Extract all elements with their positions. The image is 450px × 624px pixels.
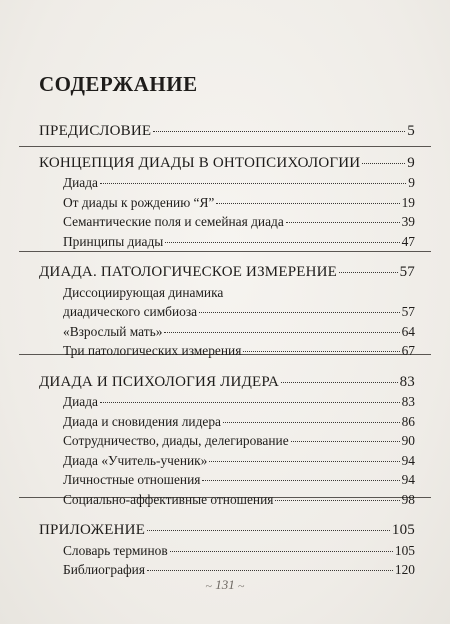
toc-entry-label: ДИАДА. ПАТОЛОГИЧЕСКОЕ ИЗМЕРЕНИЕ — [39, 264, 338, 280]
toc-page-number: 9 — [408, 175, 415, 190]
toc-section-row[interactable] — [39, 373, 415, 393]
toc-entry-label: От диады к рождению “Я” — [63, 194, 215, 210]
toc-entry-row[interactable] — [39, 193, 415, 213]
toc-entry-row[interactable] — [39, 412, 415, 432]
dot-leader — [170, 551, 393, 552]
toc-section-row[interactable] — [39, 122, 415, 142]
toc-entry-row[interactable] — [39, 212, 415, 232]
toc-page-number: 64 — [401, 323, 415, 339]
toc-section-row[interactable] — [39, 521, 415, 541]
toc-entry-row[interactable] — [39, 451, 415, 471]
dot-leader — [243, 351, 399, 352]
toc-page-number: 86 — [401, 413, 415, 429]
section-gap — [39, 251, 415, 263]
toc-page-number: 90 — [401, 433, 415, 448]
toc-entry-label: Личностные отношения — [63, 472, 201, 487]
toc-entry-label: Принципы диады — [63, 233, 164, 249]
toc-page-number: 19 — [401, 194, 415, 210]
toc-entry-label: Диада — [63, 394, 99, 409]
dot-leader — [223, 422, 400, 423]
toc-page-number: 98 — [401, 491, 415, 507]
toc-entry-row[interactable] — [39, 341, 415, 361]
toc-entry-label: Библиография — [63, 562, 146, 577]
section-gap — [39, 361, 415, 373]
toc-entry-label: «Взрослый мать» — [63, 323, 163, 339]
page-title: СОДЕРЖАНИЕ — [39, 72, 198, 96]
dot-leader — [339, 272, 398, 273]
toc-entry-label: Три патологических измерения — [63, 343, 242, 358]
toc-page-number: 105 — [394, 542, 415, 558]
dot-leader — [209, 461, 399, 462]
toc-entry-row[interactable] — [39, 173, 415, 193]
toc-entry-label: ПРИЛОЖЕНИЕ — [39, 522, 146, 538]
flourish-ornament-icon: ~ — [205, 578, 212, 593]
toc-page-number: 57 — [401, 304, 415, 319]
toc-page-number: 47 — [401, 233, 415, 249]
toc-entry-label: ДИАДА И ПСИХОЛОГИЯ ЛИДЕРА — [39, 373, 280, 390]
toc-entry-row[interactable] — [39, 490, 415, 510]
toc-page-number: 39 — [401, 214, 415, 229]
page-number: 131 — [215, 577, 235, 592]
toc-entry-row[interactable] — [39, 232, 415, 252]
toc-entry-row[interactable] — [39, 470, 415, 490]
toc-entry-row[interactable] — [39, 541, 415, 561]
toc-section-row[interactable] — [39, 154, 415, 174]
toc-section-row[interactable] — [39, 263, 415, 283]
toc-entry-label: Словарь терминов — [63, 542, 168, 558]
dot-leader — [202, 480, 399, 481]
dot-leader — [216, 203, 399, 204]
toc-entry-label: Семантические поля и семейная диада — [63, 214, 284, 229]
dot-leader — [165, 242, 399, 243]
toc-entry-row[interactable] — [39, 302, 415, 322]
toc-entry-label: Диада — [63, 175, 99, 190]
toc-entry-row[interactable] — [39, 431, 415, 451]
dot-leader — [291, 441, 400, 442]
toc-entry-label: Диада и сновидения лидера — [63, 413, 221, 429]
dot-leader — [286, 222, 400, 223]
toc-page-number: 94 — [401, 472, 415, 487]
table-of-contents — [39, 122, 415, 580]
page-footer — [0, 577, 450, 594]
dot-leader — [147, 530, 390, 531]
toc-page-number: 83 — [399, 373, 415, 390]
toc-page-number: 57 — [399, 264, 415, 280]
toc-entry-label: Диада «Учитель-ученик» — [63, 452, 208, 468]
dot-leader — [147, 570, 393, 571]
toc-entry-label: Диссоциирующая динамика — [63, 284, 224, 300]
toc-entry-row[interactable] — [39, 392, 415, 412]
toc-page-number: 94 — [401, 452, 415, 468]
toc-page-number: 9 — [407, 154, 415, 171]
dot-leader — [281, 382, 398, 383]
toc-page-number: 5 — [407, 123, 415, 139]
toc-page-number: 120 — [394, 562, 415, 577]
dot-leader — [100, 183, 406, 184]
toc-entry-label: Социально-аффективные отношения — [63, 491, 274, 507]
toc-page-number: 105 — [391, 522, 415, 538]
section-gap — [39, 142, 415, 154]
toc-page-number: 67 — [401, 343, 415, 358]
dot-leader — [100, 402, 400, 403]
toc-page-number: 83 — [401, 394, 415, 409]
dot-leader — [362, 163, 405, 164]
flourish-ornament-icon: ~ — [238, 578, 245, 593]
toc-entry-label: диадического симбиоза — [63, 304, 198, 319]
toc-entry-row[interactable] — [39, 283, 415, 303]
section-gap — [39, 509, 415, 521]
toc-entry-label: КОНЦЕПЦИЯ ДИАДЫ В ОНТОПСИХОЛОГИИ — [39, 154, 361, 171]
toc-entry-label: Сотрудничество, диады, делегирование — [63, 433, 289, 448]
dot-leader — [153, 131, 405, 132]
toc-entry-row[interactable] — [39, 322, 415, 342]
toc-entry-label: ПРЕДИСЛОВИЕ — [39, 123, 152, 139]
dot-leader — [199, 312, 400, 313]
dot-leader — [275, 500, 399, 501]
dot-leader — [164, 332, 399, 333]
